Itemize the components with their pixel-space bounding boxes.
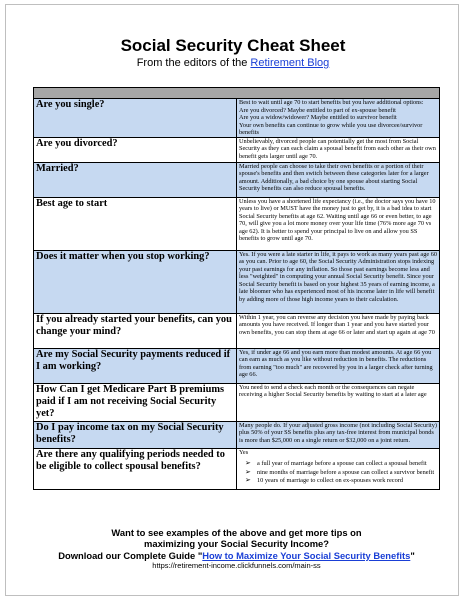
answer-cell: Within 1 year, you can reverse any decision you have made by paying back amounts you have received. If longer than 1 year and you have started your own benefits, you can stop them at age 66 or later and start up again at age 70 (237, 313, 440, 348)
table-row (34, 137, 440, 162)
answer-line: Are you divorced? Maybe entitled to part of ex-spouse benefit (239, 106, 396, 114)
guide-link[interactable]: How to Maximize Your Social Security Benefits (202, 549, 411, 561)
footer-line: Want to see examples of the above and get more tips on (111, 527, 362, 538)
footer-download-text: Download our Complete Guide " (58, 549, 203, 561)
table-row (34, 197, 440, 250)
answer-line: Are you a widow/widower? Maybe entitled to survivor benefit (239, 114, 397, 122)
footer-callout (33, 527, 440, 571)
table-row (34, 421, 440, 448)
footer-line: maximizing your Social Security Income? (144, 538, 329, 550)
answer-line: Yes (239, 448, 249, 456)
subtitle-text: From the editors of the (136, 57, 251, 69)
answer-cell: Unless you have a shortened life expectancy (i.e., the doctor says you have 10 years to live) or MUST have the money just to get by, it is a bad idea to start Social Security benefits at age 62. Waiting until age 66 or even better, to age 70, will give you a lot more money over your life time (76% more age 70 vs age 62). It is better to spend your principal to live on and allow you SS benefits to grow until age 70. (237, 197, 440, 250)
guide-url: https://retirement-income.clickfunnels.com/main-ss (152, 561, 321, 571)
question-cell: Does it matter when you stop working? (34, 250, 237, 313)
question-cell: Are you single? (34, 99, 237, 138)
table-row (34, 448, 440, 489)
answer-cell: You need to send a check each month or the consequences can negate receiving a higher Social Security benefits by waiting to start at a later age (237, 383, 440, 421)
table-row (34, 383, 440, 421)
table-header-bar (34, 88, 440, 99)
table-row (34, 348, 440, 383)
question-cell: Are there any qualifying periods needed to be eligible to collect spousal benefits? (34, 448, 237, 489)
answer-cell: Yes, if under age 66 and you earn more than modest amounts. At age 66 you can earn as much as you like without reduction in benefits. The reductions from earning "too much" are recovered by you in a larger check after turning age 66. (237, 348, 440, 383)
answer-cell (237, 99, 440, 138)
table-row (34, 162, 440, 197)
footer-download-line (33, 550, 440, 561)
answer-cell: Many people do. If your adjusted gross income (not including Social Security) plus 50% of your SS benefits plus any tax-free interest from municipal bonds is more than $25,000 on a single return or $32,000 on a joint return. (237, 421, 440, 448)
list-item: ➢ nine months of marriage before a spouse can collect a survivor benefit (257, 469, 437, 477)
table-row (34, 313, 440, 348)
page-subtitle (0, 57, 466, 69)
answer-cell: Unbelievably, divorced people can potentially get the most from Social Security as they can each claim a spousal benefit from each other as their own benefit gets larger until age 70. (237, 137, 440, 162)
answer-cell: Yes. If you were a late starter in life, it pays to work as many years past age 60 as you can. Prior to age 60, the Social Security Administration stops indexing your past earnings for any inflation. So those past earnings become less and less "weighted" in computing your annual Social Security benefit. Since your Social Security benefit is based on your highest 35 years of earning income, a late bloomer who has experienced most of his income later in life will benefit by adding more of those high income years to their calculation. (237, 250, 440, 313)
retirement-blog-link[interactable]: Retirement Blog (250, 57, 330, 69)
question-cell: How Can I get Medicare Part B premiums paid if I am not receiving Social Security yet? (34, 383, 237, 421)
question-cell: Married? (34, 162, 237, 197)
qualifying-periods-list (239, 460, 437, 485)
cheat-sheet-table (33, 87, 440, 490)
footer-download-close: " (410, 549, 415, 561)
table-row (34, 99, 440, 138)
list-item: ➢ a full year of marriage before a spouse can collect a spousal benefit (257, 460, 437, 468)
answer-cell (237, 448, 440, 489)
answer-line: Your own benefits can continue to grow while you use divorcee/survivor benefits (239, 121, 423, 137)
question-cell: Are you divorced? (34, 137, 237, 162)
list-item: ➢ 10 years of marriage to collect on ex-spouses work record (257, 477, 437, 485)
table-row (34, 250, 440, 313)
question-cell: Do I pay income tax on my Social Security benefits? (34, 421, 237, 448)
question-cell: Are my Social Security payments reduced if I am working? (34, 348, 237, 383)
answer-cell: Married people can choose to take their own benefits or a portion of their spouse's benefits and then switch between these categories later for a larger amount. Additionally, a bad choice by one spouse about starting Social Security benefits can also reduce spousal benefits. (237, 162, 440, 197)
question-cell: If you already started your benefits, can you change your mind? (34, 313, 237, 348)
page-title: Social Security Cheat Sheet (120, 36, 346, 55)
question-cell: Best age to start (34, 197, 237, 250)
answer-line: Best to wait until age 70 to start benefits but you have additional options: (239, 99, 424, 106)
